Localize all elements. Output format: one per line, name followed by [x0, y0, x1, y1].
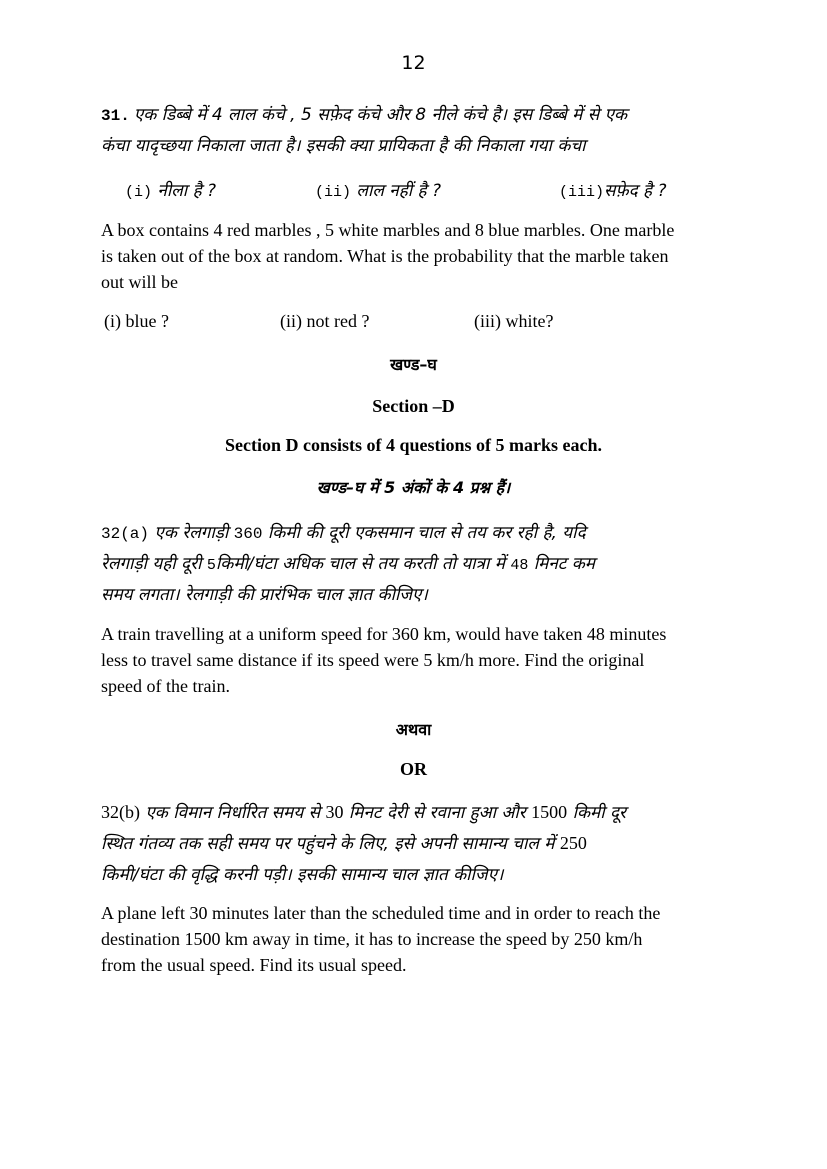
or-hindi: अथवा	[395, 720, 432, 739]
q32a-hindi-line2: रेलगाड़ी यही दूरी 5किमी/घंटा अधिक चाल से तय करती तो यात्रा में 48 मिनट कम	[101, 554, 595, 574]
section-hindi-description: खण्ड–घ में 5 अंकों के 4 प्रश्न हैं।	[316, 478, 511, 497]
section-hindi-title: खण्ड–घ	[390, 355, 437, 374]
q32b-number: 32(b)	[101, 802, 140, 822]
q32a-english-line1: A train travelling at a uniform speed for 360 km, would have taken 48 minutes	[101, 624, 667, 644]
or-english: OR	[400, 759, 427, 779]
q31-hindi-line2: कंचा यादृच्छया निकाला जाता है। इसकी क्या प्रायिकता है की निकाला गया कंचा	[101, 136, 586, 156]
q31-hindi-line1: 31. एक डिब्बे में 4 लाल कंचे , 5 सफ़ेद कंचे और 8 नीले कंचे है। इस डिब्बे में से एक	[101, 105, 628, 125]
q31-english-option-1: (i) blue ?	[104, 311, 169, 331]
q31-english-option-2: (ii) not red ?	[280, 311, 370, 331]
q31-english-line1: A box contains 4 red marbles , 5 white marbles and 8 blue marbles. One marble	[101, 220, 675, 240]
section-english-description: Section D consists of 4 questions of 5 marks each.	[224, 435, 602, 455]
q31-english-option-3: (iii) white?	[474, 311, 554, 331]
q32a-english-line3: speed of the train.	[101, 676, 230, 696]
q31-hindi-option-1: (i) नीला है ?	[125, 181, 217, 201]
q32a-number: 32(a)	[101, 525, 150, 543]
q31-number: 31.	[101, 107, 130, 125]
q32a-english-line2: less to travel same distance if its speed were 5 km/h more. Find the original	[101, 650, 645, 670]
q32a-hindi-line1: 32(a) एक रेलगाड़ी 360 किमी की दूरी एकसमान चाल से तय कर रही है, यदि	[101, 523, 586, 543]
q32a-hindi-line3: समय लगता। रेलगाड़ी की प्रारंभिक चाल ज्ञात कीजिए।	[101, 585, 428, 605]
q32b-hindi-line2: स्थित गंतव्य तक सही समय पर पहुंचने के लिए, इसे अपनी सामान्य चाल में 250	[101, 833, 587, 854]
q31-english-line3: out will be	[101, 272, 178, 292]
q31-english-line2: is taken out of the box at random. What is the probability that the marble taken	[101, 246, 669, 266]
q32b-english-line3: from the usual speed. Find its usual speed.	[101, 955, 407, 975]
q32b-english-line1: A plane left 30 minutes later than the scheduled time and in order to reach the	[101, 903, 661, 923]
q32b-hindi-line3: किमी/घंटा की वृद्धि करनी पड़ी। इसकी सामान्य चाल ज्ञात कीजिए।	[101, 865, 504, 885]
page-number: 12	[401, 52, 426, 74]
q32b-hindi-line1: 32(b) एक विमान निर्धारित समय से 30 मिनट देरी से रवाना हुआ और 1500 किमी दूर	[101, 802, 626, 823]
q31-hindi-option-2: (ii) लाल नहीं है ?	[315, 181, 442, 201]
section-english-title: Section –D	[372, 396, 455, 416]
q32b-english-line2: destination 1500 km away in time, it has to increase the speed by 250 km/h	[101, 929, 643, 949]
q31-hindi-option-3: (iii)सफ़ेद है ?	[559, 181, 667, 201]
